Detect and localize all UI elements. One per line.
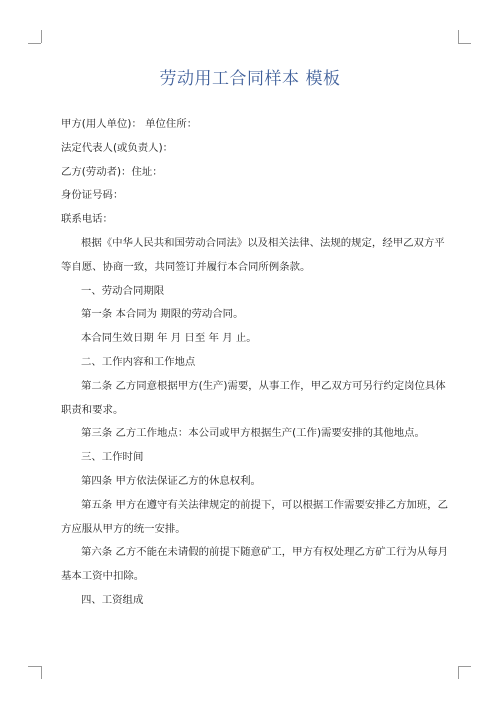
document-title: 劳动用工合同样本 模板 <box>159 69 341 89</box>
section-heading-hours: 三、工作时间 <box>81 451 144 464</box>
legal-representative-field: 法定代表人(或负责人)： <box>61 141 174 154</box>
article-2-line-1: 第二条 乙方同意根据甲方(生产)需要，从事工作，甲乙双方可另行约定岗位具体 <box>81 379 446 392</box>
article-6-line-2: 基本工资中扣除。 <box>61 570 145 583</box>
article-5-line-2: 方应服从甲方的统一安排。 <box>61 522 186 535</box>
section-heading-term: 一、劳动合同期限 <box>81 284 165 297</box>
article-4: 第四条 甲方依法保证乙方的休息权利。 <box>81 474 261 487</box>
preamble-line-2: 等自愿、协商一致，共同签订并履行本合同所例条款。 <box>61 260 311 273</box>
article-3: 第三条 乙方工作地点：本公司或甲方根据生产(工作)需要安排的其他地点。 <box>81 427 425 440</box>
employee-field: 乙方(劳动者)：住址： <box>61 165 163 178</box>
article-5-line-1: 第五条 甲方在遵守有关法律规定的前提下，可以根据工作需要安排乙方加班，乙 <box>81 498 448 511</box>
effective-date-line: 本合同生效日期 年 月 日至 年 月 止。 <box>81 332 257 345</box>
article-1: 第一条 本合同为 期限的劳动合同。 <box>81 308 244 321</box>
employer-field: 甲方(用人单位)： 单位住所： <box>61 118 198 130</box>
article-2-line-2: 职责和要求。 <box>61 403 124 416</box>
article-6-line-1: 第六条 乙方不能在未请假的前提下随意矿工，甲方有权处理乙方矿工行为从每月 <box>81 546 448 559</box>
phone-field: 联系电话： <box>61 213 113 226</box>
section-heading-wages: 四、工资组成 <box>81 593 144 606</box>
document-body <box>61 113 451 613</box>
id-number-field: 身份证号码： <box>61 189 124 202</box>
section-heading-work: 二、工作内容和工作地点 <box>81 355 196 368</box>
preamble-line-1: 根据《中华人民共和国劳动合同法》以及相关法律、法规的规定，经甲乙双方平 <box>81 236 445 249</box>
